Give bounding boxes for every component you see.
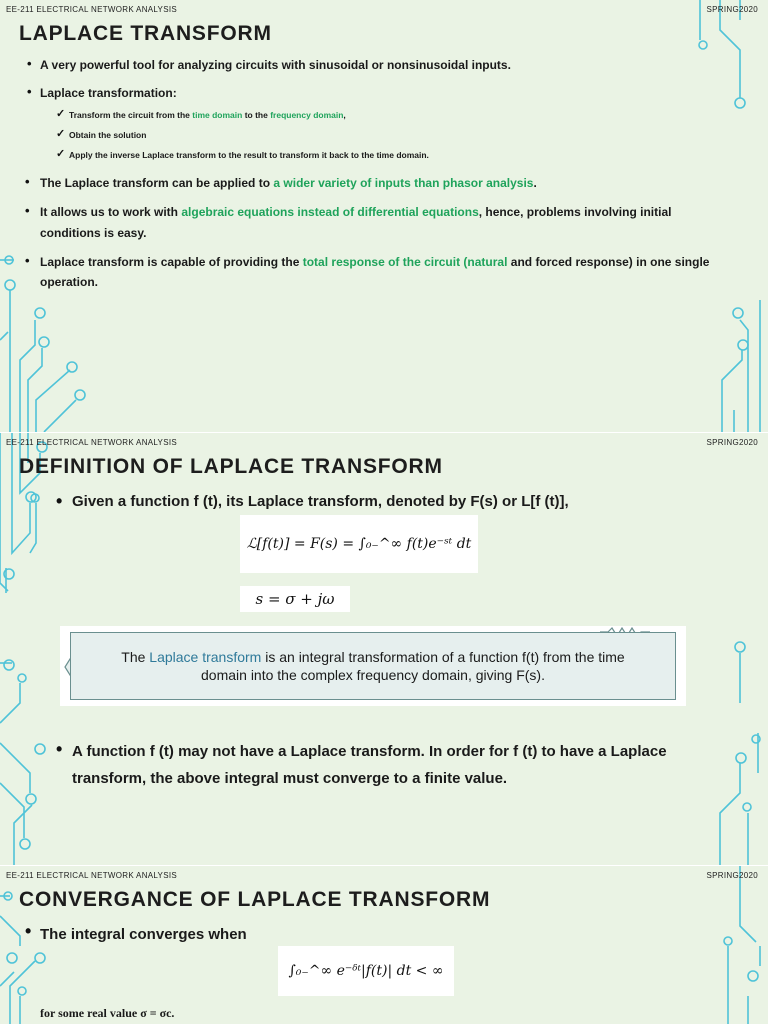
complex-frequency-equation: s = σ + jω	[240, 586, 350, 612]
slide-1	[0, 0, 768, 432]
bullet-text: Laplace transformation:	[40, 86, 177, 100]
definition-box	[60, 626, 686, 706]
bullet-text: The integral converges when	[40, 926, 247, 943]
laplace-definition-equation: ℒ[f(t)] = F(s) = ∫₀₋^∞ f(t)e⁻ˢᵗ dt	[240, 515, 478, 573]
course-header: EE-211 ELECTRICAL NETWORK ANALYSIS	[6, 5, 177, 14]
convergence-equation: ∫₀₋^∞ e⁻ᵟᵗ|f(t)| dt < ∞	[278, 946, 454, 996]
bullet-text: A very powerful tool for analyzing circuits with sinusoidal or nonsinusoidal inputs.	[40, 58, 511, 72]
bullet-icon: •	[27, 84, 32, 99]
bullet-text: The Laplace transform can be applied to a wider variety of inputs than phasor analysis.	[40, 176, 537, 190]
bullet-text: Given a function f (t), its Laplace transform, denoted by F(s) or L[f (t)],	[72, 493, 569, 510]
bullet-text: A function f (t) may not have a Laplace transform. In order for f (t) to have a Laplace	[72, 743, 667, 760]
sub-bullet-text: Obtain the solution	[69, 130, 147, 140]
sub-bullet-text: Apply the inverse Laplace transform to the result to transform it back to the time domain.	[69, 150, 429, 160]
checkmark-icon: ✓	[56, 148, 66, 160]
note-text: for some real value σ = σc.	[40, 1006, 175, 1020]
slide-title: DEFINITION OF LAPLACE TRANSFORM	[19, 455, 443, 478]
term-header: SPRING2020	[706, 438, 758, 447]
bullet-icon: •	[25, 253, 30, 268]
bullet-icon: •	[25, 203, 30, 218]
course-header: EE-211 ELECTRICAL NETWORK ANALYSIS	[6, 871, 177, 880]
term-header: SPRING2020	[706, 5, 758, 14]
bullet-text-continued: transform, the above integral must converge to a finite value.	[72, 770, 508, 787]
definition-text: The Laplace transform is an integral transformation of a function f(t) from the time domain into the complex frequency domain, giving F(s).	[70, 632, 676, 700]
bullet-text-continued: operation.	[40, 275, 99, 289]
bullet-icon: •	[27, 56, 32, 71]
bullet-text: Laplace transform is capable of providing the total response of the circuit (natural and forced response) in one single	[40, 255, 710, 269]
bullet-icon: •	[25, 921, 32, 941]
bullet-icon: •	[56, 739, 63, 759]
slide-title: LAPLACE TRANSFORM	[19, 22, 272, 45]
sub-bullet-text: Transform the circuit from the time domain to the frequency domain,	[69, 110, 346, 120]
bullet-icon: •	[25, 174, 30, 189]
bullet-icon: •	[56, 491, 63, 511]
checkmark-icon: ✓	[56, 108, 66, 120]
checkmark-icon: ✓	[56, 128, 66, 140]
slide-title: CONVERGANCE OF LAPLACE TRANSFORM	[19, 888, 491, 911]
slide-3	[0, 866, 768, 1024]
course-header: EE-211 ELECTRICAL NETWORK ANALYSIS	[6, 438, 177, 447]
bullet-text-continued: conditions is easy.	[40, 226, 147, 240]
bullet-text: It allows us to work with algebraic equations instead of differential equations, hence, problems involving initial	[40, 205, 672, 219]
term-header: SPRING2020	[706, 871, 758, 880]
slide-2	[0, 433, 768, 865]
